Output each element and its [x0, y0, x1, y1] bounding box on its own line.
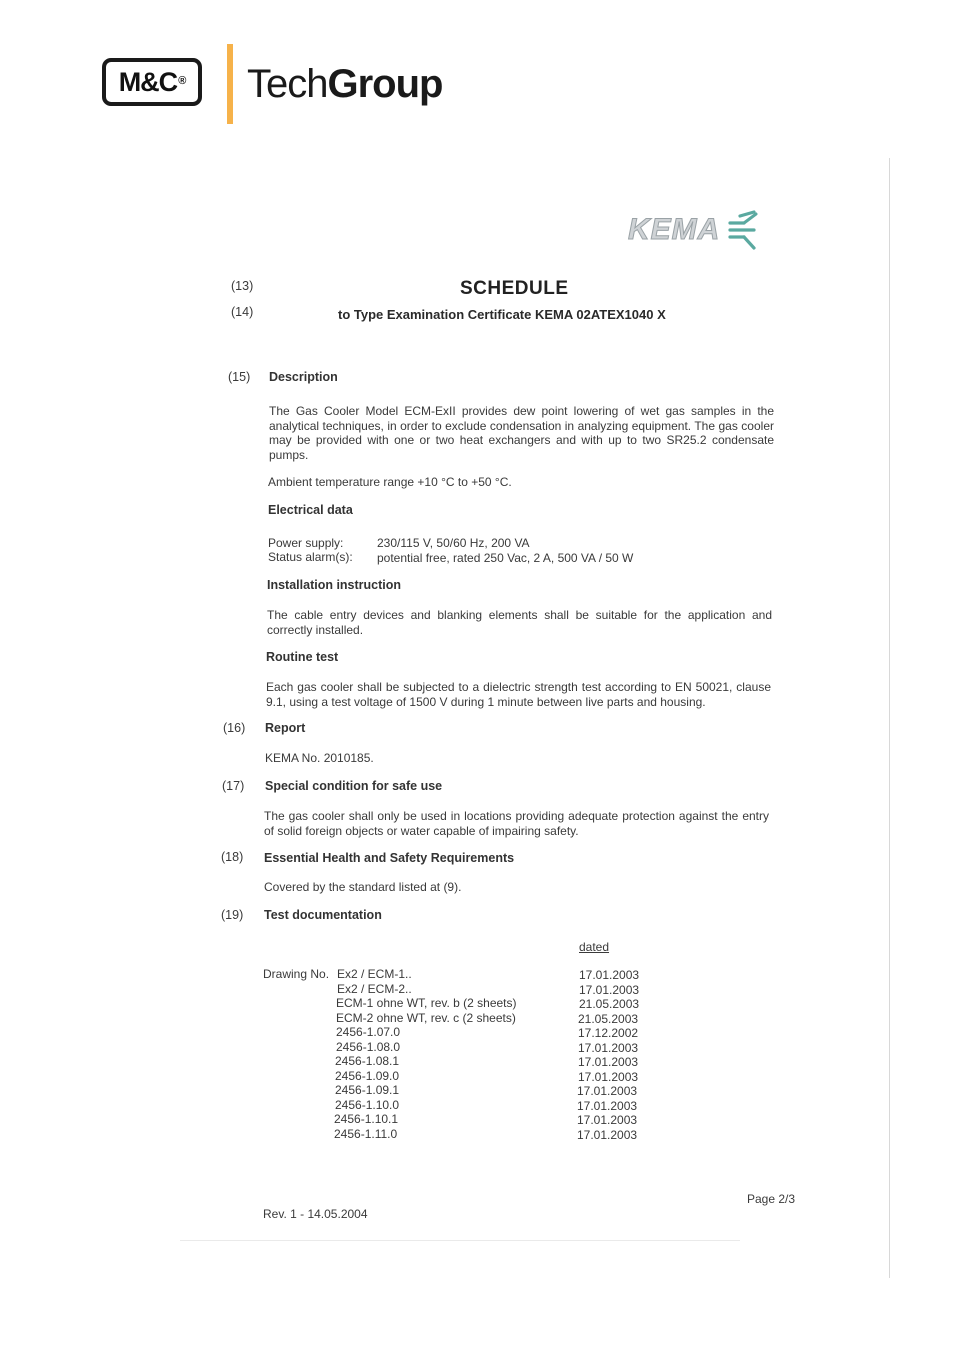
techgroup-wordmark	[247, 60, 442, 108]
electrical-data-heading: Electrical data	[268, 503, 353, 517]
mc-logo-text: M&C	[118, 66, 178, 97]
drawing-date: 17.01.2003	[578, 1055, 639, 1069]
scan-bottom-line	[180, 1240, 740, 1241]
logo-divider-bar	[227, 44, 233, 124]
ehsr-text: Covered by the standard listed at (9).	[264, 880, 462, 894]
report-number: KEMA No. 2010185.	[265, 751, 374, 765]
special-condition-text: The gas cooler shall only be used in locations providing adequate protection against the entry of solid foreign objects or water capable of impairing safety.	[264, 809, 769, 838]
drawing-name: ECM-2 ohne WT, rev. c (2 sheets)	[336, 1010, 516, 1025]
status-alarm-value: potential free, rated 250 Vac, 2 A, 500 VA / 50 W	[377, 551, 634, 565]
status-alarm-label: Status alarm(s):	[268, 550, 353, 564]
special-condition-heading: Special condition for safe use	[265, 779, 443, 793]
drawing-name: ECM-1 ohne WT, rev. b (2 sheets)	[336, 996, 517, 1010]
page-number: Page 2/3	[747, 1192, 796, 1206]
power-supply-value: 230/115 V, 50/60 Hz, 200 VA	[377, 536, 530, 550]
drawing-date: 17.12.2002	[578, 1026, 639, 1040]
routine-test-text: Each gas cooler shall be subjected to a dielectric strength test according to EN 50021, clause 9.1, using a test voltage of 1500 V during 1 minute between live parts and housing.	[266, 680, 771, 709]
drawing-name: Ex2 / ECM-2..	[337, 981, 412, 996]
drawing-date: 17.01.2003	[578, 1069, 639, 1084]
item-number-18: (18)	[221, 850, 244, 864]
item-number-15: (15)	[228, 370, 251, 384]
kema-logo-text: KEMA	[628, 213, 721, 246]
drawing-name: 2456-1.09.1	[335, 1083, 400, 1097]
brand-group: Group	[327, 62, 443, 106]
drawing-name: 2456-1.08.1	[335, 1054, 400, 1068]
registered-mark: ®	[178, 75, 186, 87]
revision-info: Rev. 1 - 14.05.2004	[263, 1207, 368, 1221]
drawing-number-label: Drawing No.	[263, 967, 330, 981]
drawing-date: 21.05.2003	[579, 997, 640, 1011]
drawing-name: 2456-1.11.0	[334, 1126, 398, 1141]
drawing-name: 2456-1.10.1	[334, 1112, 399, 1126]
drawing-name: 2456-1.09.0	[335, 1068, 400, 1083]
drawing-date: 17.01.2003	[579, 982, 640, 997]
drawing-date: 17.01.2003	[577, 1098, 638, 1113]
certificate-subtitle: to Type Examination Certificate KEMA 02ATEX1040 X	[338, 307, 666, 322]
installation-text: The cable entry devices and blanking elements shall be suitable for the application and correctly installed.	[267, 608, 772, 637]
dated-column-header: dated	[579, 940, 610, 954]
drawing-name: 2456-1.07.0	[336, 1025, 401, 1039]
installation-heading: Installation instruction	[267, 578, 402, 592]
brand-tech: Tech	[247, 62, 328, 106]
drawing-name: 2456-1.08.0	[336, 1039, 401, 1054]
item-number-17: (17)	[222, 779, 245, 793]
description-text: The Gas Cooler Model ECM-ExII provides dew point lowering of wet gas samples in the analytical techniques, in order to exclude condensation in analyzing equipment. The gas cooler may be provided with one or two heat exchangers and with up to two SR25.2 condensate pumps.	[269, 404, 774, 462]
kema-logo-icon	[726, 210, 758, 250]
drawing-name: 2456-1.10.0	[335, 1097, 400, 1112]
page-title: SCHEDULE	[460, 278, 569, 299]
drawing-name: Ex2 / ECM-1..	[337, 967, 412, 981]
routine-test-heading: Routine test	[266, 650, 339, 664]
item-number-16: (16)	[223, 721, 246, 735]
item-number-19: (19)	[221, 908, 244, 922]
report-heading: Report	[265, 721, 306, 735]
item-number-14: (14)	[231, 305, 254, 319]
description-heading: Description	[269, 370, 338, 384]
test-documentation-heading: Test documentation	[264, 908, 382, 922]
drawing-date: 17.01.2003	[577, 1084, 638, 1098]
drawing-date: 17.01.2003	[577, 1127, 638, 1142]
scan-edge-line	[889, 158, 890, 1278]
drawing-date: 21.05.2003	[578, 1011, 639, 1026]
drawing-date: 17.01.2003	[578, 1040, 639, 1055]
ehsr-heading: Essential Health and Safety Requirements	[264, 851, 515, 865]
item-number-13: (13)	[231, 279, 254, 293]
ambient-temperature: Ambient temperature range +10 °C to +50 °C.	[268, 475, 512, 489]
power-supply-label: Power supply:	[268, 536, 344, 550]
drawing-date: 17.01.2003	[579, 968, 640, 982]
drawing-date: 17.01.2003	[577, 1113, 638, 1127]
mc-logo	[102, 58, 202, 106]
